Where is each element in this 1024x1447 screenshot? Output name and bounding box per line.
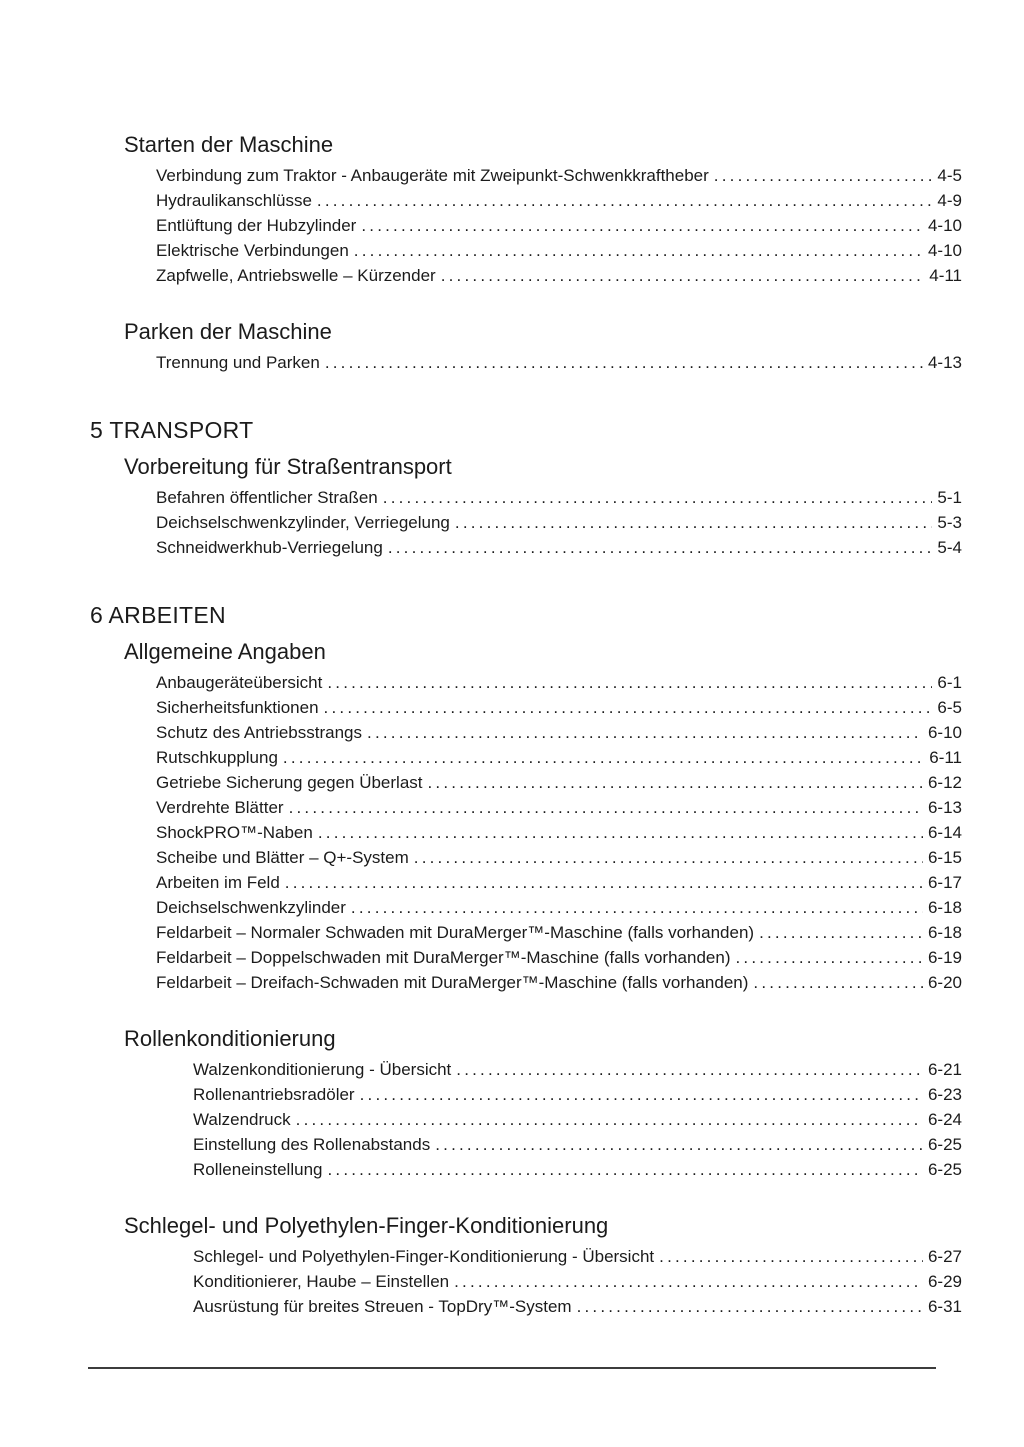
toc-entry-label: Elektrische Verbindungen <box>156 241 349 260</box>
section-heading: Allgemeine Angaben <box>124 639 326 664</box>
toc-entry-list <box>156 485 962 560</box>
toc-entry-label: Scheibe und Blätter – Q+-System <box>156 848 409 867</box>
toc-entry-label: Ausrüstung für breites Streuen - TopDry™-System <box>193 1297 572 1316</box>
toc-entry-label: Getriebe Sicherung gegen Überlast <box>156 773 423 792</box>
dot-leader <box>283 745 924 770</box>
toc-entry-label: Walzenkonditionierung - Übersicht <box>193 1060 452 1079</box>
dot-leader <box>317 188 933 213</box>
toc-entry-list <box>156 350 962 375</box>
toc-entry-label: Deichselschwenkzylinder, Verriegelung <box>156 513 450 532</box>
toc-entry-label: Trennung und Parken <box>156 353 320 372</box>
toc-entry-label: Rolleneinstellung <box>193 1160 323 1179</box>
dot-leader <box>735 945 922 970</box>
toc-entry <box>156 895 962 920</box>
dot-leader <box>383 485 933 510</box>
toc-entry <box>156 795 962 820</box>
toc-entry-label: Schlegel- und Polyethylen-Finger-Konditionierung - Übersicht <box>193 1247 655 1266</box>
chapter-heading: 6 ARBEITEN <box>90 602 226 628</box>
toc-entry-label: Sicherheitsfunktionen <box>156 698 319 717</box>
toc-entry-page: 4-13 <box>927 353 962 372</box>
dot-leader <box>455 510 933 535</box>
toc-entry <box>156 945 962 970</box>
toc-entry-page: 6-14 <box>927 823 962 842</box>
toc-entry-page: 6-19 <box>927 948 962 967</box>
toc-entry <box>156 920 962 945</box>
dot-leader <box>659 1244 923 1269</box>
toc-entry <box>156 163 962 188</box>
toc-entry <box>156 350 962 375</box>
toc-entry <box>156 213 962 238</box>
toc-entry-page: 6-24 <box>927 1110 962 1129</box>
section-heading: Parken der Maschine <box>124 319 332 344</box>
section-heading: Schlegel- und Polyethylen-Finger-Konditionierung <box>124 1213 609 1238</box>
dot-leader <box>759 920 923 945</box>
dot-leader <box>324 695 933 720</box>
dot-leader <box>296 1107 923 1132</box>
dot-leader <box>354 238 923 263</box>
toc-entry-label: Deichselschwenkzylinder <box>156 898 346 917</box>
toc-entry-label: Arbeiten im Feld <box>156 873 280 892</box>
dot-leader <box>289 795 923 820</box>
toc-entry <box>156 870 962 895</box>
footer-rule <box>88 1367 936 1369</box>
toc-entry-page: 6-25 <box>927 1160 962 1179</box>
toc-entry-page: 6-18 <box>927 923 962 942</box>
toc-entry-list <box>193 1057 962 1182</box>
toc-section <box>0 131 1024 288</box>
toc-entry <box>156 238 962 263</box>
toc-entry-page: 4-10 <box>927 241 962 260</box>
toc-entry-page: 6-23 <box>927 1085 962 1104</box>
toc-entry-label: ShockPRO™-Naben <box>156 823 313 842</box>
toc-entry-list <box>156 670 962 995</box>
toc-entry <box>193 1107 962 1132</box>
toc-entry-label: Feldarbeit – Normaler Schwaden mit DuraMerger™-Maschine (falls vorhanden) <box>156 923 755 942</box>
toc-entry-list <box>156 163 962 288</box>
toc-entry-page: 6-15 <box>927 848 962 867</box>
toc-entry-label: Feldarbeit – Doppelschwaden mit DuraMerger™-Maschine (falls vorhanden) <box>156 948 731 967</box>
toc-entry-page: 4-5 <box>937 166 962 185</box>
toc-entry-list <box>193 1244 962 1319</box>
toc-entry <box>193 1269 962 1294</box>
toc-entry <box>193 1244 962 1269</box>
toc-section <box>0 318 1024 375</box>
dot-leader <box>435 1132 923 1157</box>
dot-leader <box>327 670 932 695</box>
toc-entry-page: 6-1 <box>937 673 962 692</box>
toc-entry-page: 4-9 <box>937 191 962 210</box>
section-heading: Rollenkonditionierung <box>124 1026 336 1051</box>
dot-leader <box>456 1057 923 1082</box>
toc-entry-page: 6-25 <box>927 1135 962 1154</box>
toc-entry-page: 5-4 <box>937 538 962 557</box>
dot-leader <box>388 535 933 560</box>
toc-entry-page: 4-11 <box>929 266 962 285</box>
dot-leader <box>428 770 923 795</box>
toc-entry-label: Zapfwelle, Antriebswelle – Kürzender <box>156 266 436 285</box>
toc-entry-label: Befahren öffentlicher Straßen <box>156 488 378 507</box>
toc-entry <box>156 263 962 288</box>
toc-entry-label: Feldarbeit – Dreifach-Schwaden mit DuraMerger™-Maschine (falls vorhanden) <box>156 973 749 992</box>
toc-entry-label: Verbindung zum Traktor - Anbaugeräte mit Zweipunkt-Schwenkkraftheber <box>156 166 709 185</box>
toc-entry-label: Verdrehte Blätter <box>156 798 284 817</box>
toc-entry-page: 6-18 <box>927 898 962 917</box>
toc-entry <box>156 670 962 695</box>
toc-entry <box>156 845 962 870</box>
dot-leader <box>714 163 933 188</box>
toc-entry <box>193 1294 962 1319</box>
dot-leader <box>367 720 923 745</box>
dot-leader <box>753 970 923 995</box>
toc-entry-page: 6-17 <box>927 873 962 892</box>
toc-entry <box>193 1157 962 1182</box>
toc-entry-page: 6-20 <box>927 973 962 992</box>
toc-entry <box>156 188 962 213</box>
toc-section <box>0 638 1024 995</box>
toc-entry-page: 5-1 <box>937 488 962 507</box>
toc-section <box>0 1025 1024 1182</box>
toc-section <box>0 453 1024 560</box>
toc-entry <box>156 745 962 770</box>
dot-leader <box>318 820 923 845</box>
toc-entry-label: Einstellung des Rollenabstands <box>193 1135 431 1154</box>
toc-entry-label: Rollenantriebsradöler <box>193 1085 355 1104</box>
toc-entry-label: Entlüftung der Hubzylinder <box>156 216 357 235</box>
dot-leader <box>360 1082 923 1107</box>
toc-entry-page: 6-21 <box>927 1060 962 1079</box>
toc-entry-page: 6-13 <box>927 798 962 817</box>
toc-entry <box>156 510 962 535</box>
toc-entry-page: 6-10 <box>927 723 962 742</box>
toc-entry-label: Walzendruck <box>193 1110 291 1129</box>
toc-entry <box>156 970 962 995</box>
section-heading: Starten der Maschine <box>124 132 334 157</box>
toc-section <box>0 1212 1024 1319</box>
toc-entry-page: 6-11 <box>929 748 962 767</box>
toc-entry <box>156 820 962 845</box>
dot-leader <box>325 350 923 375</box>
toc-entry-page: 6-5 <box>937 698 962 717</box>
dot-leader <box>414 845 923 870</box>
dot-leader <box>361 213 923 238</box>
toc-entry-page: 6-12 <box>927 773 962 792</box>
toc-entry-page: 6-29 <box>927 1272 962 1291</box>
toc-entry-label: Rutschkupplung <box>156 748 278 767</box>
toc-entry <box>193 1057 962 1082</box>
toc-entry <box>193 1082 962 1107</box>
toc-entry-page: 4-10 <box>927 216 962 235</box>
toc-entry <box>156 535 962 560</box>
dot-leader <box>441 263 925 288</box>
toc-entry-label: Hydraulikanschlüsse <box>156 191 312 210</box>
toc-entry-page: 6-31 <box>927 1297 962 1316</box>
toc-entry-label: Schutz des Antriebsstrangs <box>156 723 363 742</box>
toc-entry <box>156 695 962 720</box>
toc-entry-label: Konditionierer, Haube – Einstellen <box>193 1272 450 1291</box>
toc-entry-page: 5-3 <box>937 513 962 532</box>
section-heading: Vorbereitung für Straßentransport <box>124 454 452 479</box>
toc-entry <box>156 770 962 795</box>
toc-entry <box>156 485 962 510</box>
toc-entry-label: Anbaugeräteübersicht <box>156 673 323 692</box>
dot-leader <box>577 1294 923 1319</box>
toc-entry-label: Schneidwerkhub-Verriegelung <box>156 538 383 557</box>
dot-leader <box>454 1269 923 1294</box>
dot-leader <box>327 1157 922 1182</box>
toc-entry <box>193 1132 962 1157</box>
toc-entry-page: 6-27 <box>927 1247 962 1266</box>
toc-entry <box>156 720 962 745</box>
dot-leader <box>351 895 923 920</box>
chapter-heading: 5 TRANSPORT <box>90 417 254 443</box>
dot-leader <box>285 870 923 895</box>
